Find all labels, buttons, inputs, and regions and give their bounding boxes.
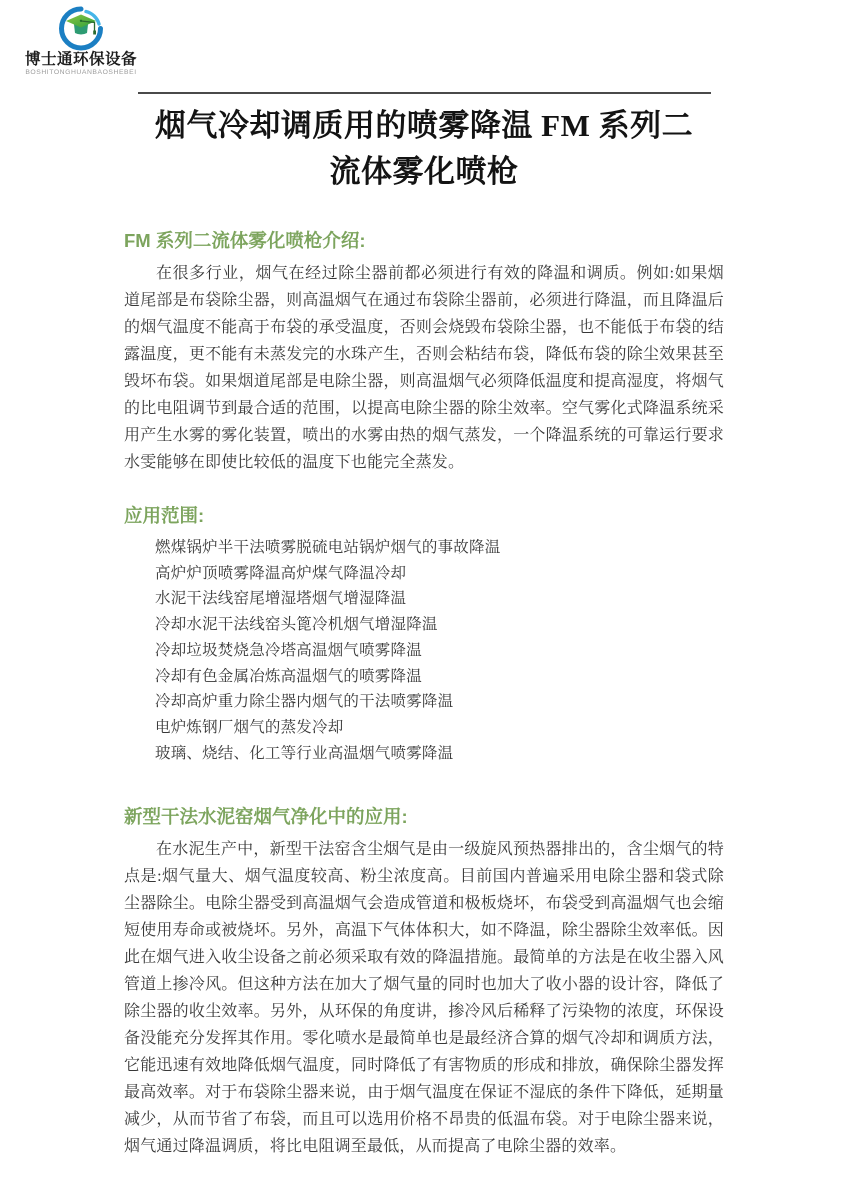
header-divider-line — [138, 92, 711, 94]
graduation-cap-logo-icon — [20, 5, 142, 52]
company-logo — [20, 5, 142, 76]
document-body — [124, 103, 724, 1160]
section-heading-intro: FM 系列二流体雾化喷枪介绍: — [124, 230, 366, 251]
list-item: 高炉炉顶喷雾降温高炉煤气降温冷却 — [155, 564, 407, 582]
list-item: 冷却有色金属冶炼高温烟气的喷雾降温 — [155, 667, 422, 685]
section-heading-applications: 应用范围: — [124, 505, 205, 526]
section-heading-cement-application: 新型干法水泥窑烟气净化中的应用: — [124, 806, 408, 828]
list-item: 冷却垃圾焚烧急冷塔高温烟气喷雾降温 — [155, 641, 422, 659]
list-item: 水泥干法线窑尾增湿塔烟气增湿降温 — [155, 590, 407, 608]
page-title — [124, 103, 724, 195]
intro-paragraph: 在很多行业，烟气在经过除尘器前都必须进行有效的降温和调质。例如:如果烟道尾部是布袋除尘器，则高温烟气在通过布袋除尘器前，必须进行降温，而且降温后的烟气温度不能高于布袋的承受温度，否则会烧毁布袋除尘器，也不能低于布袋的结露温度，更不能有未蒸发完的水珠产生，否则会粘结布袋，降低布袋的除尘效果甚至毁坏布袋。如果烟道尾部是电除尘器，则高温烟气必须降低温度和提高湿度，将烟气的比电阻调节到最合适的范围，以提高电除尘器的除尘效率。空气雾化式降温系统采用产生水雾的雾化装置，喷出的水雾由热的烟气蒸发，一个降温系统的可靠运行要求水雯能够在即使比较低的温度下也能完全蒸发。 — [124, 265, 724, 471]
list-item: 冷却水泥干法线窑头篦冷机烟气增湿降温 — [155, 616, 438, 634]
page-header — [0, 0, 848, 100]
page-title-line2: 流体雾化喷枪 — [329, 154, 519, 189]
brand-name: 博士通环保设备 — [24, 51, 137, 68]
brand-name-latin: BOSHITONGHUANBAOSHEBEI — [25, 69, 137, 76]
list-item: 冷却高炉重力除尘器内烟气的干法喷雾降温 — [155, 693, 454, 711]
list-item: 电炉炼钢厂烟气的蒸发冷却 — [155, 718, 344, 736]
list-item: 燃煤锅炉半干法喷雾脱硫电站锅炉烟气的事故降温 — [155, 539, 501, 556]
logo-swirl-cap-icon — [51, 5, 111, 52]
cement-paragraph: 在水泥生产中，新型干法窑含尘烟气是由一级旋风预热器排出的，含尘烟气的特点是:烟气量大、烟气温度较高、粉尘浓度高。目前国内普遍采用电除尘器和袋式除尘器除尘。电除尘器受到高温烟气会造成管道和极板烧坏，布袋受到高温烟气也会缩短使用寿命或被烧坏。另外，高温下气体体积大，如不降温，除尘器除尘效率低。因此在烟气进入收尘设备之前必须采取有效的降温措施。最简单的方法是在收尘器入风管道上掺冷风。但这种方法在加大了烟气量的同时也加大了收小器的设计容，降低了除尘器的收尘效率。另外，从环保的角度讲，掺冷风后稀释了污染物的浓度，环保设备没能充分发挥其作用。零化喷水是最简单也是最经济合算的烟气冷却和调质方法，它能迅速有效地降低烟气温度，同时降低了有害物质的形成和排放，确保除尘器发挥最高效率。对于布袋除尘器来说，由于烟气温度在保证不湿底的条件下降低，延期量减少，从而节省了布袋，而且可以选用价格不昂贵的低温布袋。对于电除尘器来说，烟气通过降温调质，将比电阻调至最低，从而提高了电除尘器的效率。 — [124, 841, 724, 1156]
list-item: 玻璃、烧结、化工等行业高温烟气喷雾降温 — [155, 744, 454, 762]
application-list — [124, 535, 724, 766]
page-title-line1: 烟气冷却调质用的喷雾降温 FM 系列二 — [154, 108, 694, 143]
